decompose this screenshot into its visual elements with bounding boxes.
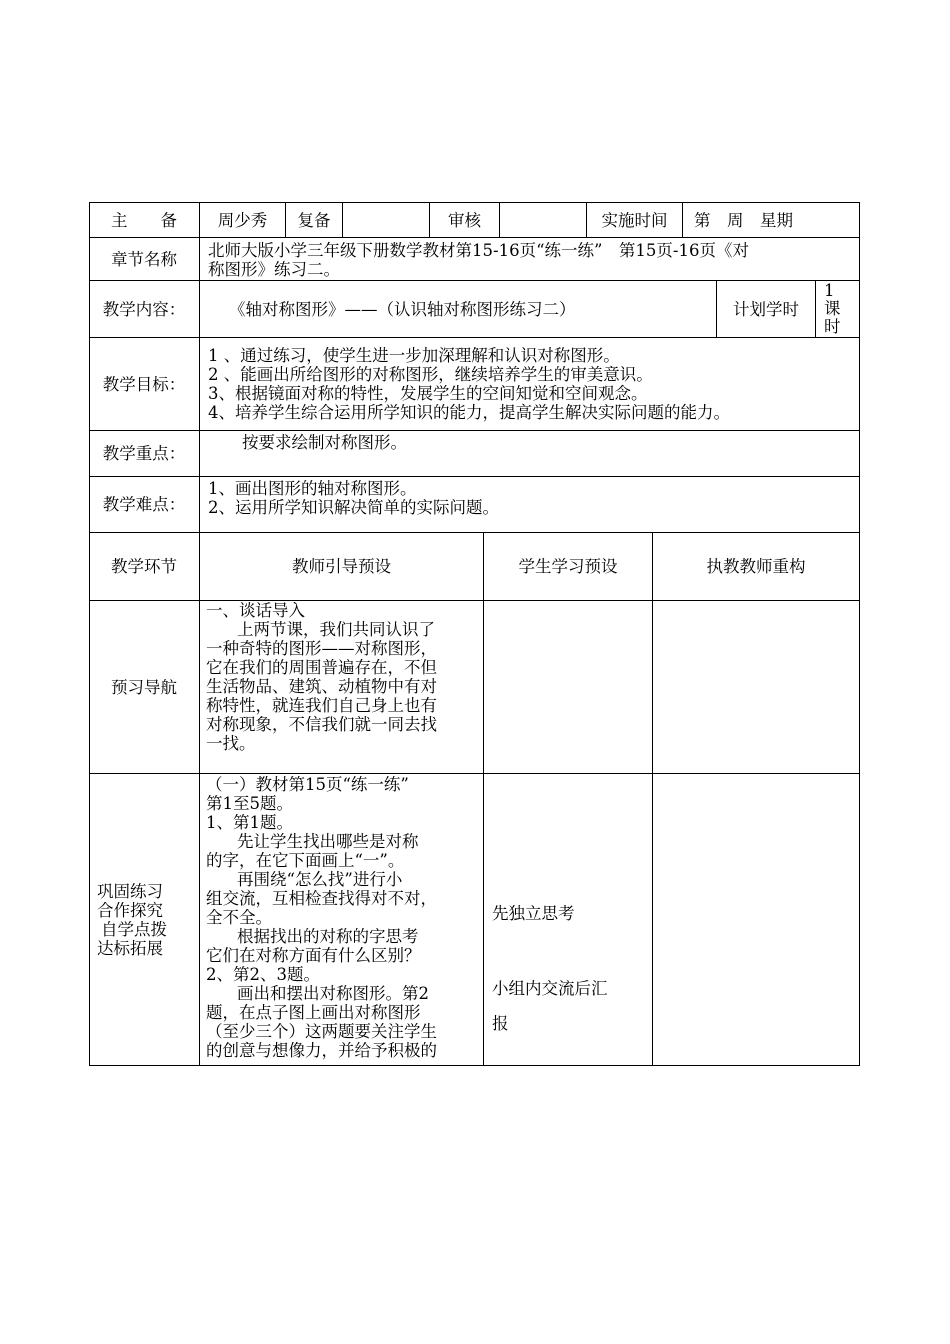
teacher-line: 画出和摆出对称图形。第2 [237,984,429,1003]
chapter-line: 称图形》练习二。 [208,260,340,279]
teacher-line: 的字，在它下面画上“一”。 [206,851,405,870]
key-points-value: 按要求绘制对称图形。 [242,433,407,452]
teacher-line: 题，在点子图上画出对称图形 [206,1003,421,1022]
goal-item: 3、根据镜面对称的特性，发展学生的空间知觉和空间观念。 [208,384,648,403]
chapter-value [208,241,858,279]
teacher-line: 全不全。 [206,908,272,927]
hours-char: 时 [824,317,841,336]
teacher-line: 先让学生找出哪些是对称 [237,832,419,851]
teacher-line: 对称现象，不信我们就一同去找 [206,715,437,734]
teacher-practice [206,775,481,1060]
hours-char: 1 [824,281,835,300]
rule [199,202,200,1066]
teacher-line: 称特性，就连我们自己身上也有 [206,696,437,715]
date-value: 第 周 星期 [694,210,793,230]
chapter-label: 章节名称 [111,249,177,269]
difficulty-item: 1、画出图形的轴对称图形。 [208,479,417,498]
teacher-line: （一）教材第15页“练一练” [206,775,409,794]
student-line: 小组内交流后汇 [492,979,608,998]
student-practice [492,904,650,1033]
date-label: 实施时间 [601,210,668,230]
teacher-line: 一找。 [206,734,256,753]
rule [682,202,683,238]
goals-list [208,346,858,422]
stage-line: 自学点拨 [101,920,167,939]
student-line: 先独立思考 [492,904,575,923]
teacher-line: 1、第1题。 [206,813,293,832]
teacher-line: 上两节课，我们共同认识了 [237,620,435,639]
content-value: 《轴对称图形》——（认识轴对称图形练习二） [229,299,576,319]
rule [89,1065,860,1066]
audit-value [500,203,586,237]
rule [89,476,860,477]
stage-preview: 预习导航 [111,677,177,697]
student-line: 报 [492,1014,509,1033]
goal-item: 2 、能画出所给图形的对称图形，继续培养学生的审美意识。 [208,365,653,384]
stage-line: 巩固练习 [97,882,163,901]
rule [483,532,484,1066]
review-label: 复备 [297,210,331,230]
teacher-line: 它在我们的周围普遍存在，不但 [206,658,437,677]
hours-label: 计划学时 [733,299,799,319]
goal-item: 4、培养学生综合运用所学知识的能力，提高学生解决实际问题的能力。 [208,403,730,422]
teacher-line: 一、谈话导入 [206,601,305,620]
column-teacher: 教师引导预设 [292,557,391,576]
rule [859,202,860,1066]
stage-practice [97,882,197,958]
teacher-line: 2、第2、3题。 [206,965,320,984]
teacher-line: 第1至5题。 [206,794,293,813]
chapter-line: 北师大版小学三年级下册数学教材第15-16页“练一练” 第15页-16页《对 [208,241,750,260]
stage-line: 达标拓展 [97,939,163,958]
column-student: 学生学习预设 [518,557,618,576]
rule [652,532,653,1066]
hours-value [824,282,858,336]
stage-line: 合作探究 [97,901,163,920]
hours-char: 课 [824,299,841,318]
difficulties-list [208,479,848,517]
content-label: 教学内容： [102,299,186,319]
rule [89,430,860,431]
difficulties-label: 教学难点： [102,495,186,514]
goals-label: 教学目标： [102,374,186,394]
prepare-label: 主 备 [111,210,177,230]
teacher-line: （至少三个）这两题要关注学生 [206,1022,437,1041]
audit-label: 审核 [448,210,481,230]
column-rebuild: 执教教师重构 [706,557,806,576]
difficulty-item: 2、运用所学知识解决简单的实际问题。 [208,498,499,517]
teacher-line: 的创意与想像力，并给予积极的 [206,1041,437,1060]
teacher-line: 一种奇特的图形——对称图形， [206,639,437,658]
prepare-name: 周少秀 [217,210,268,230]
teacher-line: 它们在对称方面有什么区别？ [206,946,421,965]
teacher-line: 组交流，互相检查找得对不对， [206,889,437,908]
rule [89,237,860,238]
teacher-line: 再围绕“怎么找”进行小 [237,870,403,889]
review-value [343,203,429,237]
key-points-label: 教学重点： [102,444,186,463]
teacher-line: 生活物品、建筑、动植物中有对 [206,677,437,696]
rule [815,280,816,338]
column-stage: 教学环节 [111,557,177,576]
rule [89,773,860,774]
rule [89,337,860,338]
teacher-line: 根据找出的对称的字思考 [237,927,419,946]
teacher-preview [206,601,481,753]
goal-item: 1 、通过练习，使学生进一步加深理解和认识对称图形。 [208,346,620,365]
